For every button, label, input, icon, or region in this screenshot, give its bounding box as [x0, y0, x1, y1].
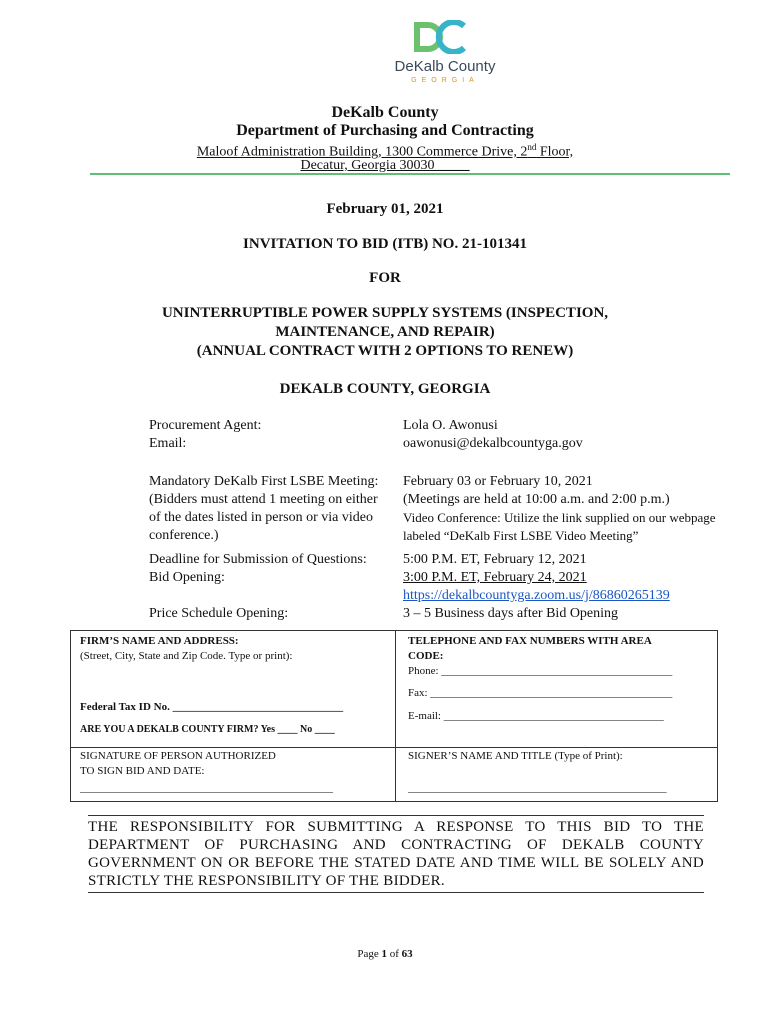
logo-name: DeKalb County — [394, 58, 496, 75]
location-heading: DEKALB COUNTY, GEORGIA — [279, 381, 491, 397]
form-vertical-divider — [395, 630, 396, 802]
meeting-value-2: (Meetings are held at 10:00 a.m. and 2:00 p.m.) — [403, 492, 670, 507]
email-label: Email: — [149, 436, 187, 451]
page-total: 63 — [401, 948, 413, 960]
address-line-1: Maloof Administration Building, 1300 Commerce Drive, 2nd Floor, — [196, 142, 574, 160]
signer-name-line[interactable]: _______________________________________________ — [408, 782, 667, 794]
email-field[interactable]: E-mail: ________________________________________ — [408, 710, 664, 722]
notice-line-3: GOVERNMENT ON OR BEFORE THE STATED DATE AND TIME WILL BE SOLELY AND — [88, 855, 704, 871]
email-value: oawonusi@dekalbcountyga.gov — [403, 436, 583, 451]
subject-line-1: UNINTERRUPTIBLE POWER SUPPLY SYSTEMS (INSPECTION, — [161, 305, 609, 321]
fax-field[interactable]: Fax: ____________________________________________ — [408, 687, 673, 699]
page-number: 1 — [381, 948, 387, 960]
notice-line-2: DEPARTMENT OF PURCHASING AND CONTRACTING OF DEKALB COUNTY — [88, 837, 704, 853]
dc-logo-mark-icon — [412, 20, 468, 54]
header-divider — [90, 173, 730, 175]
signer-name-title: SIGNER’S NAME AND TITLE (Type of Print): — [408, 750, 623, 762]
zoom-link[interactable]: https://dekalbcountyga.zoom.us/j/86860265139 — [403, 588, 670, 603]
phone-fax-title-1: TELEPHONE AND FAX NUMBERS WITH AREA — [408, 635, 652, 647]
bid-opening-value: 3:00 P.M. ET, February 24, 2021 — [403, 570, 587, 585]
questions-value: 5:00 P.M. ET, February 12, 2021 — [403, 552, 587, 567]
dekalb-firm-question[interactable]: ARE YOU A DEKALB COUNTY FIRM? Yes ____ No ____ — [80, 724, 335, 735]
for-heading: FOR — [369, 270, 401, 286]
subject-line-2: MAINTENANCE, AND REPAIR) — [275, 324, 495, 340]
meeting-label-3: of the dates listed in person or via video — [149, 510, 373, 525]
responsibility-notice — [88, 815, 704, 893]
of-word: of — [389, 948, 399, 960]
meeting-label-1: Mandatory DeKalb First LSBE Meeting: — [149, 474, 379, 489]
issue-date: February 01, 2021 — [326, 201, 444, 217]
questions-label: Deadline for Submission of Questions: — [149, 552, 367, 567]
meeting-label-2: (Bidders must attend 1 meeting on either — [149, 492, 378, 507]
address-line-2: Decatur, Georgia 30030_____ — [300, 158, 470, 173]
federal-tax-id-field[interactable]: Federal Tax ID No. _______________________________ — [80, 701, 344, 713]
dekalb-county-logo — [380, 20, 510, 90]
itb-number: INVITATION TO BID (ITB) NO. 21-101341 — [243, 236, 527, 252]
phone-field[interactable]: Phone: __________________________________________ — [408, 665, 673, 677]
meeting-label-4: conference.) — [149, 528, 219, 543]
subject-line-3: (ANNUAL CONTRACT WITH 2 OPTIONS TO RENEW) — [196, 343, 574, 359]
price-opening-value: 3 – 5 Business days after Bid Opening — [403, 606, 619, 621]
meeting-value-3: Video Conference: Utilize the link supplied on our webpage — [403, 510, 716, 525]
logo-subtitle: GEORGIA — [411, 77, 479, 84]
signature-title-1: SIGNATURE OF PERSON AUTHORIZED — [80, 750, 276, 762]
department-heading: Department of Purchasing and Contracting — [236, 122, 534, 139]
phone-fax-title-2: CODE: — [408, 650, 444, 662]
county-heading: DeKalb County — [331, 104, 439, 121]
form-horizontal-divider — [70, 747, 718, 748]
firm-name-title: FIRM’S NAME AND ADDRESS: — [80, 635, 239, 647]
agent-value: Lola O. Awonusi — [403, 418, 498, 433]
page-word: Page — [357, 948, 379, 960]
bid-opening-label: Bid Opening: — [149, 570, 225, 585]
price-opening-label: Price Schedule Opening: — [149, 606, 289, 621]
meeting-value-4: labeled “DeKalb First LSBE Video Meeting” — [403, 528, 639, 543]
firm-name-hint[interactable]: (Street, City, State and Zip Code. Type or print): — [80, 650, 293, 662]
notice-line-1: THE RESPONSIBILITY FOR SUBMITTING A RESPONSE TO THIS BID TO THE — [88, 819, 704, 835]
page-footer — [0, 948, 770, 960]
signature-line[interactable]: ______________________________________________ — [80, 782, 333, 794]
agent-label: Procurement Agent: — [149, 418, 262, 433]
notice-line-4: STRICTLY THE RESPONSIBILITY OF THE BIDDER. — [88, 873, 445, 889]
signature-title-2: TO SIGN BID AND DATE: — [80, 765, 205, 777]
meeting-value-1: February 03 or February 10, 2021 — [403, 474, 593, 489]
